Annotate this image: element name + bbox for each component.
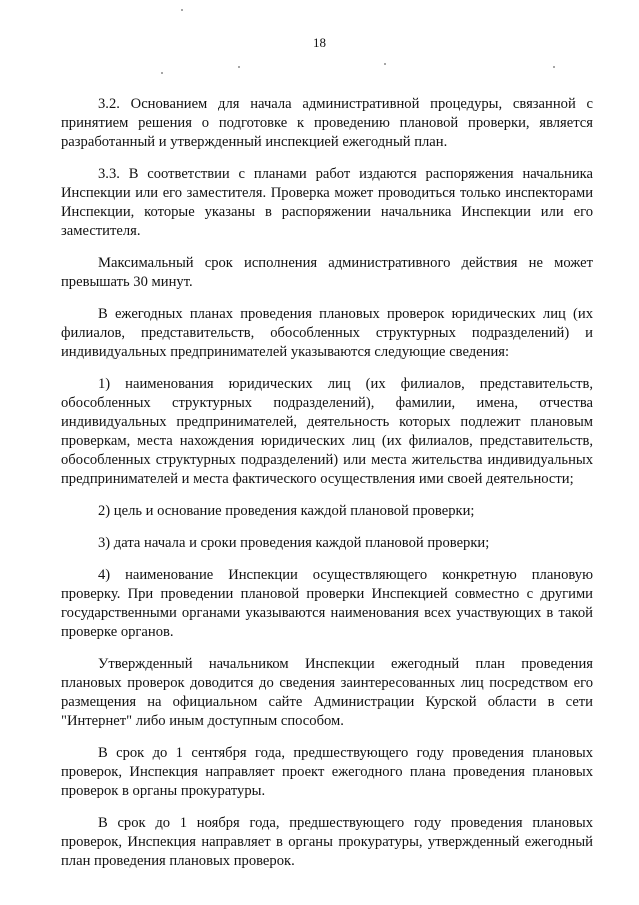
scan-artifact — [238, 66, 240, 68]
list-item-1: 1) наименования юридических лиц (их филиалов, представительств, обособленных структурных подразделений), фамилии, имена, отчества индивидуальных предпринимателей, деятельность которых подлежит плановым проверкам, места нахождения юридических лиц (их филиалов, представительств, обособленных структурных подразделений) или места жительства индивидуальных предпринимателей и места фактического осуществления ими своей деятельности; — [61, 376, 593, 487]
scan-artifact — [384, 63, 386, 65]
paragraph-3-3: 3.3. В соответствии с планами работ издаются распоряжения начальника Инспекции или его заместителя. Проверка может проводиться только инспекторами Инспекции, которые указаны в распоряжении начальника Инспекции или его заместителя. — [61, 166, 593, 239]
page-number: 18 — [313, 35, 326, 50]
paragraph-approved-plan: Утвержденный начальником Инспекции ежегодный план проведения плановых проверок доводится до сведения заинтересованных лиц посредством его размещения на официальном сайте Администрации Курской области в сети "Интернет" либо иным доступным способом. — [61, 656, 593, 729]
scan-artifact — [161, 72, 163, 74]
scan-artifact — [181, 9, 183, 11]
list-item-4: 4) наименование Инспекции осуществляющего конкретную плановую проверку. При проведении плановой проверки Инспекцией совместно с другими государственными органами указываются наименования всех участвующих в такой проверке органов. — [61, 567, 593, 640]
document-body — [61, 95, 593, 884]
paragraph-annual-plans: В ежегодных планах проведения плановых проверок юридических лиц (их филиалов, представительств, обособленных структурных подразделений) и индивидуальных предпринимателей указываются следующие сведения: — [61, 306, 593, 360]
paragraph-max-time: Максимальный срок исполнения административного действия не может превышать 30 минут. — [61, 255, 593, 290]
paragraph-september-deadline: В срок до 1 сентября года, предшествующего году проведения плановых проверок, Инспекция направляет проект ежегодного плана проведения плановых проверок в органы прокуратуры. — [61, 745, 593, 799]
list-item-3: 3) дата начала и сроки проведения каждой плановой проверки; — [98, 535, 490, 551]
paragraph-3-2: 3.2. Основанием для начала административной процедуры, связанной с принятием решения о подготовке к проведению плановой проверки, является разработанный и утвержденный инспекцией ежегодный план. — [61, 96, 593, 150]
paragraph-november-deadline: В срок до 1 ноября года, предшествующего году проведения плановых проверок, Инспекция направляет в органы прокуратуры, утвержденный ежегодный план проведения плановых проверок. — [61, 815, 593, 869]
list-item-2: 2) цель и основание проведения каждой плановой проверки; — [98, 503, 475, 519]
scan-artifact — [553, 66, 555, 68]
